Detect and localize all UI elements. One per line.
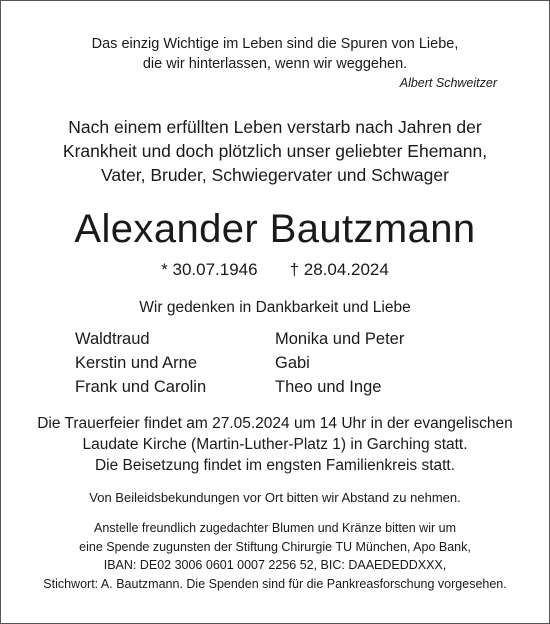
intro-text — [1, 115, 549, 187]
family-column-left — [75, 327, 275, 399]
life-dates — [1, 260, 549, 280]
donation-line: IBAN: DE02 3006 0601 0007 2256 52, BIC: DAAEDEDDXXX, — [103, 558, 447, 572]
quote-author: Albert Schweitzer — [399, 76, 497, 90]
funeral-line: Die Trauerfeier findet am 27.05.2024 um 14 Uhr in der evangelischen — [37, 415, 513, 432]
family-entry: Gabi — [275, 354, 310, 372]
intro-line: Nach einem erfüllten Leben verstarb nach Jahren der — [68, 117, 482, 137]
family-entry: Waldtraud — [75, 330, 150, 348]
funeral-line: Die Beisetzung findet im engsten Familienkreis statt. — [94, 457, 456, 474]
family-entry: Monika und Peter — [275, 330, 405, 348]
funeral-line: Laudate Kirche (Martin-Luther-Platz 1) in Garching statt. — [82, 436, 468, 453]
funeral-info — [1, 413, 549, 476]
family-list — [1, 327, 549, 399]
family-column-right — [275, 327, 475, 399]
quote — [1, 34, 549, 74]
family-entry: Theo und Inge — [275, 378, 382, 396]
deceased-name: Alexander Bautzmann — [74, 207, 476, 251]
death-date: † 28.04.2024 — [289, 260, 389, 279]
intro-line: Krankheit und doch plötzlich unser geliebter Ehemann, — [62, 141, 488, 161]
remembrance-line: Wir gedenken in Dankbarkeit und Liebe — [139, 299, 411, 316]
donation-line: Stichwort: A. Bautzmann. Die Spenden sind für die Pankreasforschung vorgesehen. — [43, 576, 507, 591]
condolence-note: Von Beileidsbekundungen vor Ort bitten wir Abstand zu nehmen. — [89, 490, 461, 505]
family-entry: Frank und Carolin — [75, 378, 207, 396]
intro-line: Vater, Bruder, Schwiegervater und Schwager — [101, 165, 449, 185]
quote-line: Das einzig Wichtige im Leben sind die Spuren von Liebe, — [91, 36, 459, 52]
donation-line: eine Spende zugunsten der Stiftung Chirurgie TU München, Apo Bank, — [79, 539, 471, 554]
birth-date: * 30.07.1946 — [161, 260, 258, 279]
quote-line: die wir hinterlassen, wenn wir weggehen. — [142, 56, 408, 72]
donation-line: Anstelle freundlich zugedachter Blumen und Kränze bitten wir um — [93, 521, 456, 535]
donation-info — [1, 519, 549, 593]
family-entry: Kerstin und Arne — [75, 354, 197, 372]
